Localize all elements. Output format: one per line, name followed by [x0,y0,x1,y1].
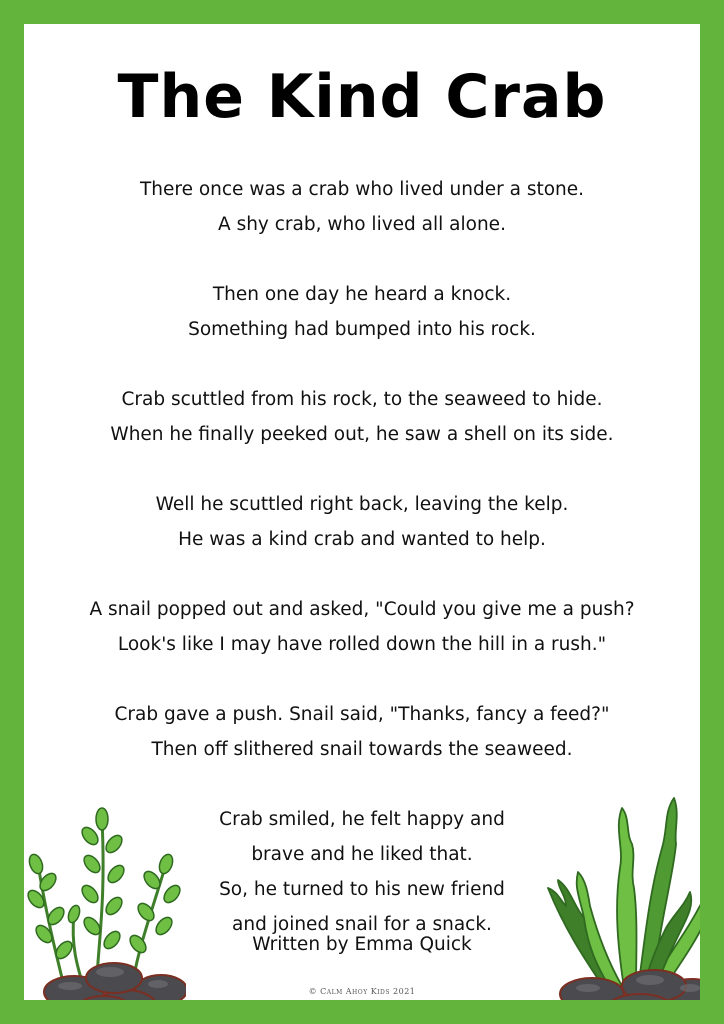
copyright-notice: © Calm Ahoy Kids 2021 [308,987,416,996]
poem-line: Then one day he heard a knock. [212,284,512,305]
poem-line: He was a kind crab and wanted to help. [178,529,546,550]
stanza-5 [24,592,700,662]
stanza-1 [24,172,700,242]
stanza-4 [24,487,700,557]
poem-line: A shy crab, who lived all alone. [218,214,506,235]
poem-line: So, he turned to his new friend [219,879,505,900]
poem-line: Crab smiled, he felt happy and [219,809,505,830]
poem-line: and joined snail for a snack. [232,914,492,935]
poem-line: Look's like I may have rolled down the hill in a rush." [117,634,607,655]
author-credit: Written by Emma Quick [252,934,472,955]
stanza-3 [24,382,700,452]
poem-line: Then off slithered snail towards the seaweed. [151,739,573,760]
poem-line: Something had bumped into his rock. [188,319,536,340]
poem-line: Crab gave a push. Snail said, "Thanks, fancy a feed?" [114,704,610,725]
seaweed-right-illustration [544,788,724,1024]
poem-line: There once was a crab who lived under a stone. [139,179,585,200]
poem-line: A snail popped out and asked, "Could you give me a push? [89,599,635,620]
poem-line: Crab scuttled from his rock, to the seaweed to hide. [121,389,603,410]
poem-line: When he finally peeked out, he saw a shell on its side. [110,424,614,445]
page-title: The Kind Crab [117,62,607,132]
poem-line: Well he scuttled right back, leaving the kelp. [155,494,569,515]
seaweed-left-illustration [26,794,186,1024]
stanza-2 [24,277,700,347]
poem-line: brave and he liked that. [251,844,473,865]
stanza-6 [24,697,700,767]
